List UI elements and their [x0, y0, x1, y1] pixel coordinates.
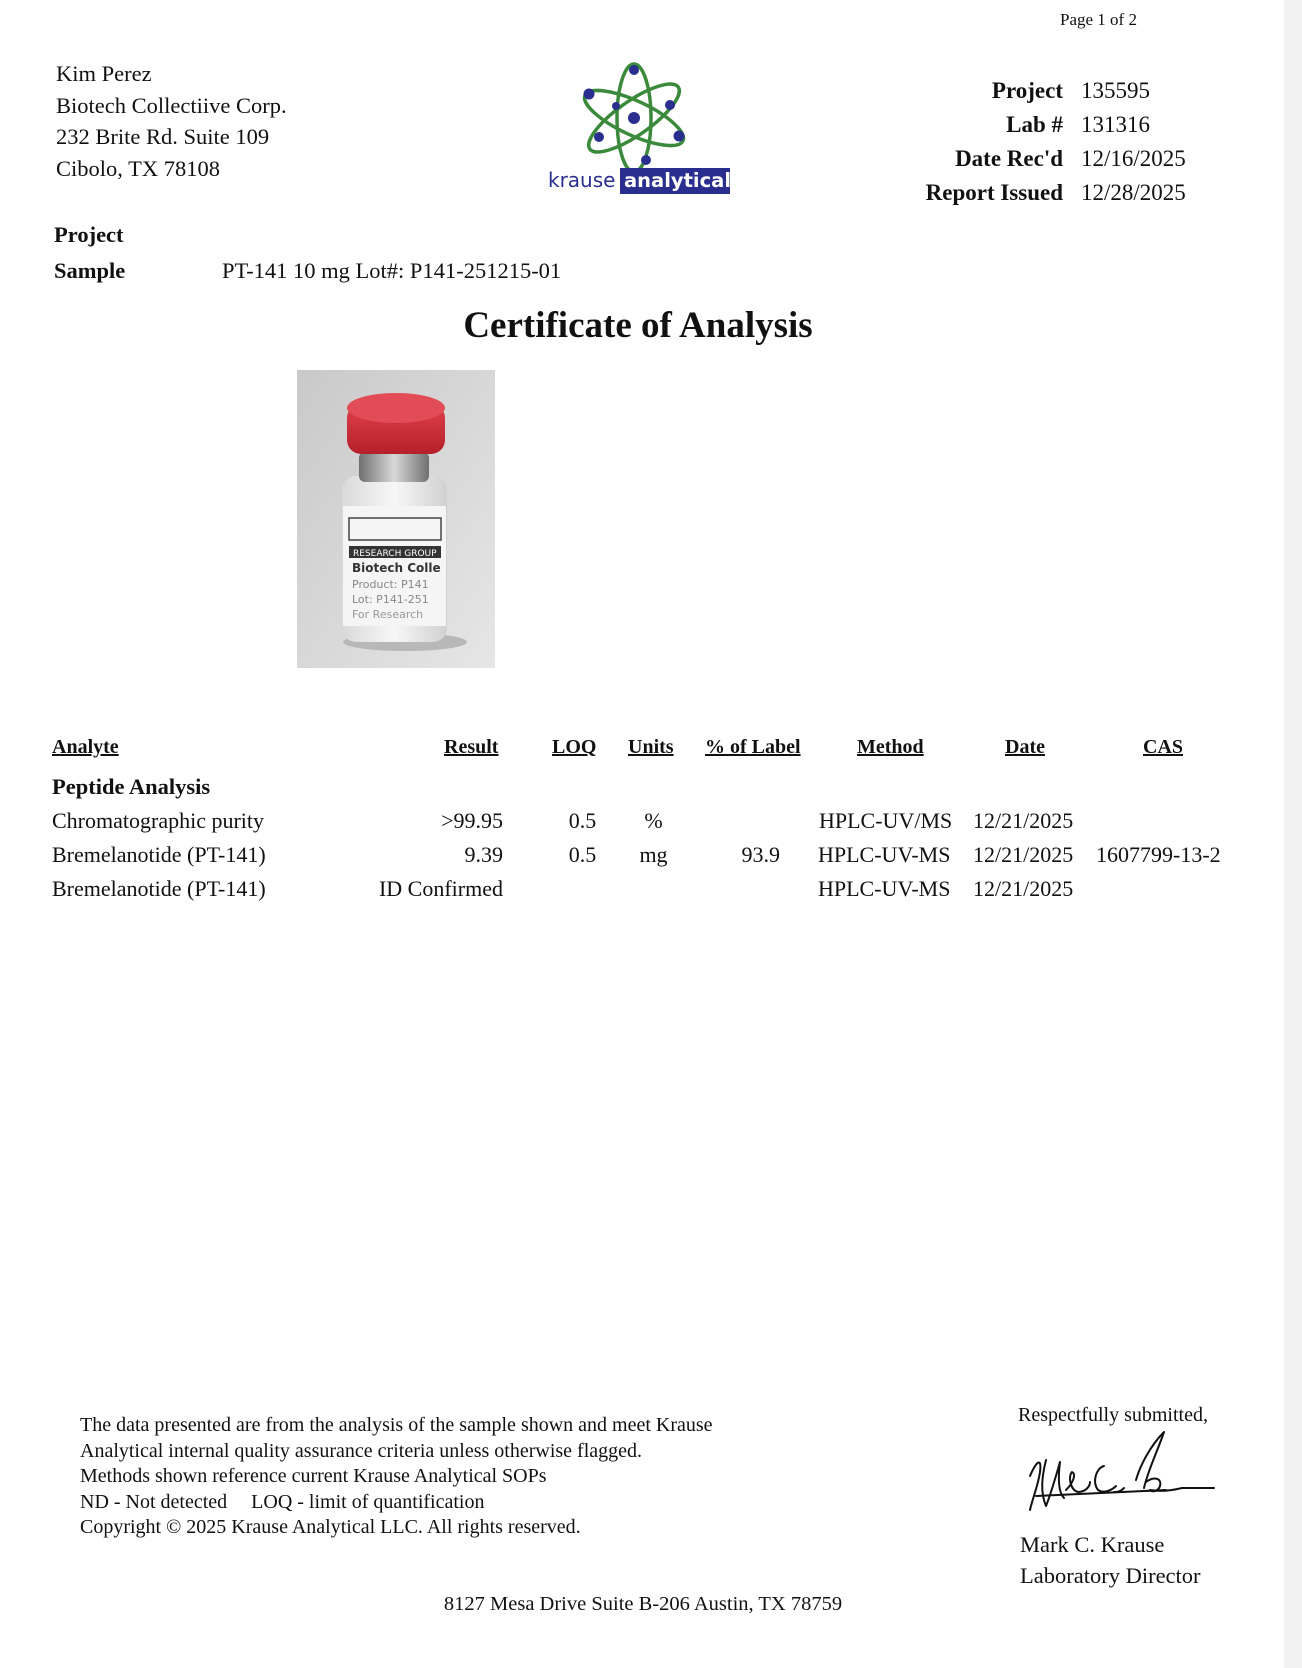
disclaimer-line: The data presented are from the analysis of the sample shown and meet Krause [80, 1414, 713, 1436]
project-label: Project [54, 222, 124, 247]
cell-units: % [644, 808, 663, 833]
disclaimer-block [80, 1413, 713, 1541]
disclaimer-line: Methods shown reference current Krause Analytical SOPs [80, 1465, 547, 1487]
project-number-label: Project [991, 78, 1063, 103]
client-street: 232 Brite Rd. Suite 109 [56, 124, 270, 149]
client-company: Biotech Collectiive Corp. [56, 92, 287, 118]
signer-title: Laboratory Director [1020, 1562, 1201, 1588]
footer-address: 8127 Mesa Drive Suite B-206 Austin, TX 78759 [443, 1593, 843, 1615]
col-header-pct-label: % of Label [705, 736, 801, 758]
section-peptide-analysis: Peptide Analysis [52, 774, 211, 799]
vial-label-group: RESEARCH GROUP [353, 549, 437, 559]
loq-note: LOQ - limit of quantification [251, 1490, 485, 1513]
copyright-line: Copyright © 2025 Krause Analytical LLC. All rights reserved. [80, 1516, 581, 1538]
cell-pct-label: 93.9 [741, 842, 780, 867]
document-title: Certificate of Analysis [463, 305, 813, 346]
cell-loq: 0.5 [568, 808, 597, 833]
krause-analytical-logo [546, 58, 736, 200]
client-name: Kim Perez [56, 61, 152, 86]
report-issued-value: 12/28/2025 [1081, 180, 1186, 205]
page-edge [1284, 0, 1302, 1668]
cell-analyte: Chromatographic purity [52, 808, 265, 833]
cell-method: HPLC-UV/MS [819, 808, 953, 833]
sample-value: PT-141 10 mg Lot#: P141-251215-01 [222, 258, 562, 283]
cell-loq: 0.5 [568, 842, 597, 867]
atom-logo-icon [546, 58, 736, 200]
report-issued-label: Report Issued [925, 180, 1063, 205]
abbreviations-line [80, 1490, 713, 1516]
col-header-cas: CAS [1143, 736, 1184, 758]
cell-method: HPLC-UV-MS [818, 842, 951, 867]
handwritten-signature [1016, 1426, 1226, 1516]
col-header-loq: LOQ [552, 736, 597, 758]
vial-label-note: For Research [352, 608, 424, 621]
logo-word-analytical: analytical [624, 169, 732, 192]
cell-method: HPLC-UV-MS [818, 876, 951, 901]
col-header-method: Method [857, 736, 924, 758]
cell-analyte: Bremelanotide (PT-141) [52, 876, 266, 901]
signer-name: Mark C. Krause [1020, 1532, 1165, 1557]
vial-label-company: Biotech Colle [352, 561, 441, 575]
col-header-units: Units [628, 736, 674, 758]
cell-result: >99.95 [441, 808, 503, 833]
client-address-block [56, 58, 287, 184]
vial-label-product: Product: P141 [352, 578, 429, 591]
disclaimer-line: Analytical internal quality assurance criteria unless otherwise flagged. [80, 1439, 643, 1462]
nd-note: ND - Not detected [80, 1490, 228, 1513]
lab-number-value: 131316 [1081, 112, 1150, 137]
cell-result: ID Confirmed [378, 876, 503, 901]
page-number: Page 1 of 2 [1060, 10, 1137, 29]
lab-number-label: Lab # [1006, 112, 1063, 137]
date-received-value: 12/16/2025 [1081, 146, 1186, 171]
cell-analyte: Bremelanotide (PT-141) [52, 842, 266, 867]
logo-word-krause: krause [548, 168, 616, 192]
cell-date: 12/21/2025 [973, 842, 1074, 867]
respectfully-submitted: Respectfully submitted, [1018, 1404, 1208, 1426]
cell-date: 12/21/2025 [973, 808, 1074, 833]
project-number-value: 135595 [1081, 78, 1150, 103]
signer-block [1020, 1530, 1201, 1591]
col-header-result: Result [444, 736, 499, 758]
col-header-analyte: Analyte [52, 736, 119, 758]
cell-result: 9.39 [464, 842, 503, 867]
sample-label: Sample [54, 258, 126, 283]
cell-units: mg [639, 842, 668, 867]
col-header-date: Date [1005, 736, 1045, 758]
sample-vial-photo [297, 370, 495, 668]
date-received-label: Date Rec'd [955, 146, 1063, 171]
client-city: Cibolo, TX 78108 [56, 155, 220, 181]
cell-cas: 1607799-13-2 [1096, 842, 1221, 867]
report-info-values [1081, 74, 1186, 210]
cell-date: 12/21/2025 [973, 876, 1074, 901]
report-info-labels [926, 74, 1063, 210]
vial-label-lot: Lot: P141-251 [352, 593, 429, 606]
